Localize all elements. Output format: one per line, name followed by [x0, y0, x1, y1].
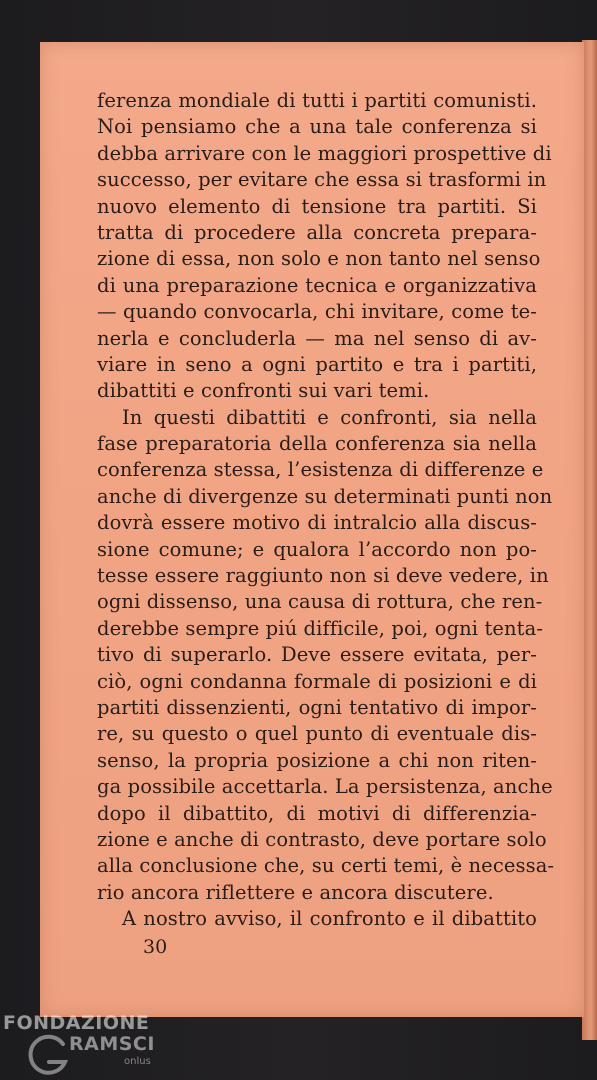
text-line: dovrà essere motivo di intralcio alla discus-	[97, 511, 537, 535]
text-line: partiti dissenzienti, ogni tentativo di impor-	[97, 695, 537, 719]
text-line: ciò, ogni condanna formale di posizioni e di	[97, 669, 537, 693]
text-line: dibattiti e confronti sui vari temi.	[97, 379, 430, 403]
text-line: ferenza mondiale di tutti i partiti comunisti.	[97, 89, 537, 112]
text-line: derebbe sempre piú difficile, poi, ogni tenta-	[97, 616, 544, 640]
watermark-line-1: FONDAZIONE	[3, 1012, 150, 1034]
text-line: ga possibile accettarla. La persistenza, anche	[97, 775, 553, 799]
text-line: di una preparazione tecnica e organizzativa	[97, 273, 537, 297]
body-text	[97, 88, 555, 933]
text-line: viare in seno a ogni partito e tra i partiti,	[97, 352, 537, 376]
text-line: sione comune; e qualora l’accordo non po-	[97, 537, 537, 561]
page-number: 30	[143, 936, 168, 958]
text-line: In questi dibattiti e confronti, sia nella	[122, 405, 537, 429]
text-line: successo, per evitare che essa si trasformi in	[97, 168, 547, 192]
text-line: — quando convocarla, chi invitare, come te-	[97, 300, 537, 324]
text-line: A nostro avviso, il confronto e il dibattito	[122, 907, 537, 931]
text-line: dopo il dibattito, di motivi di differenzia-	[97, 801, 537, 825]
text-line: fase preparatoria della conferenza sia nella	[97, 432, 537, 456]
text-line: anche di divergenze su determinati punti non	[97, 484, 553, 508]
fondazione-gramsci-watermark	[3, 1012, 163, 1080]
text-line: zione di essa, non solo e non tanto nel senso	[97, 247, 541, 271]
text-line: nuovo elemento di tensione tra partiti. Si	[97, 194, 537, 218]
page-edge	[582, 40, 597, 1040]
text-line: senso, la propria posizione a chi non riten-	[97, 748, 537, 772]
text-line: debba arrivare con le maggiori prospettive di	[97, 141, 552, 165]
watermark-line-3: onlus	[124, 1056, 151, 1067]
text-line: ogni dissenso, una causa di rottura, che ren-	[97, 590, 543, 614]
watermark-line-2: RAMSCI	[69, 1033, 155, 1055]
text-line: re, su questo o quel punto di eventuale dis-	[97, 722, 537, 746]
text-line: tesse essere raggiunto non si deve vedere, in	[97, 564, 549, 588]
text-line: Noi pensiamo che a una tale conferenza si	[97, 115, 537, 139]
text-line: rio ancora riflettere e ancora discutere.	[97, 880, 494, 904]
text-line: conferenza stessa, l’esistenza di differenze e	[97, 458, 544, 482]
text-line: tivo di superarlo. Deve essere evitata, per-	[97, 643, 537, 667]
text-line: zione e anche di contrasto, deve portare solo	[97, 827, 547, 851]
watermark-g-logo-icon	[25, 1032, 69, 1078]
text-line: nerla e concluderla — ma nel senso di av-	[97, 326, 537, 350]
text-line: alla conclusione che, su certi temi, è necessa-	[97, 854, 555, 878]
text-line: tratta di procedere alla concreta prepara-	[97, 220, 537, 244]
